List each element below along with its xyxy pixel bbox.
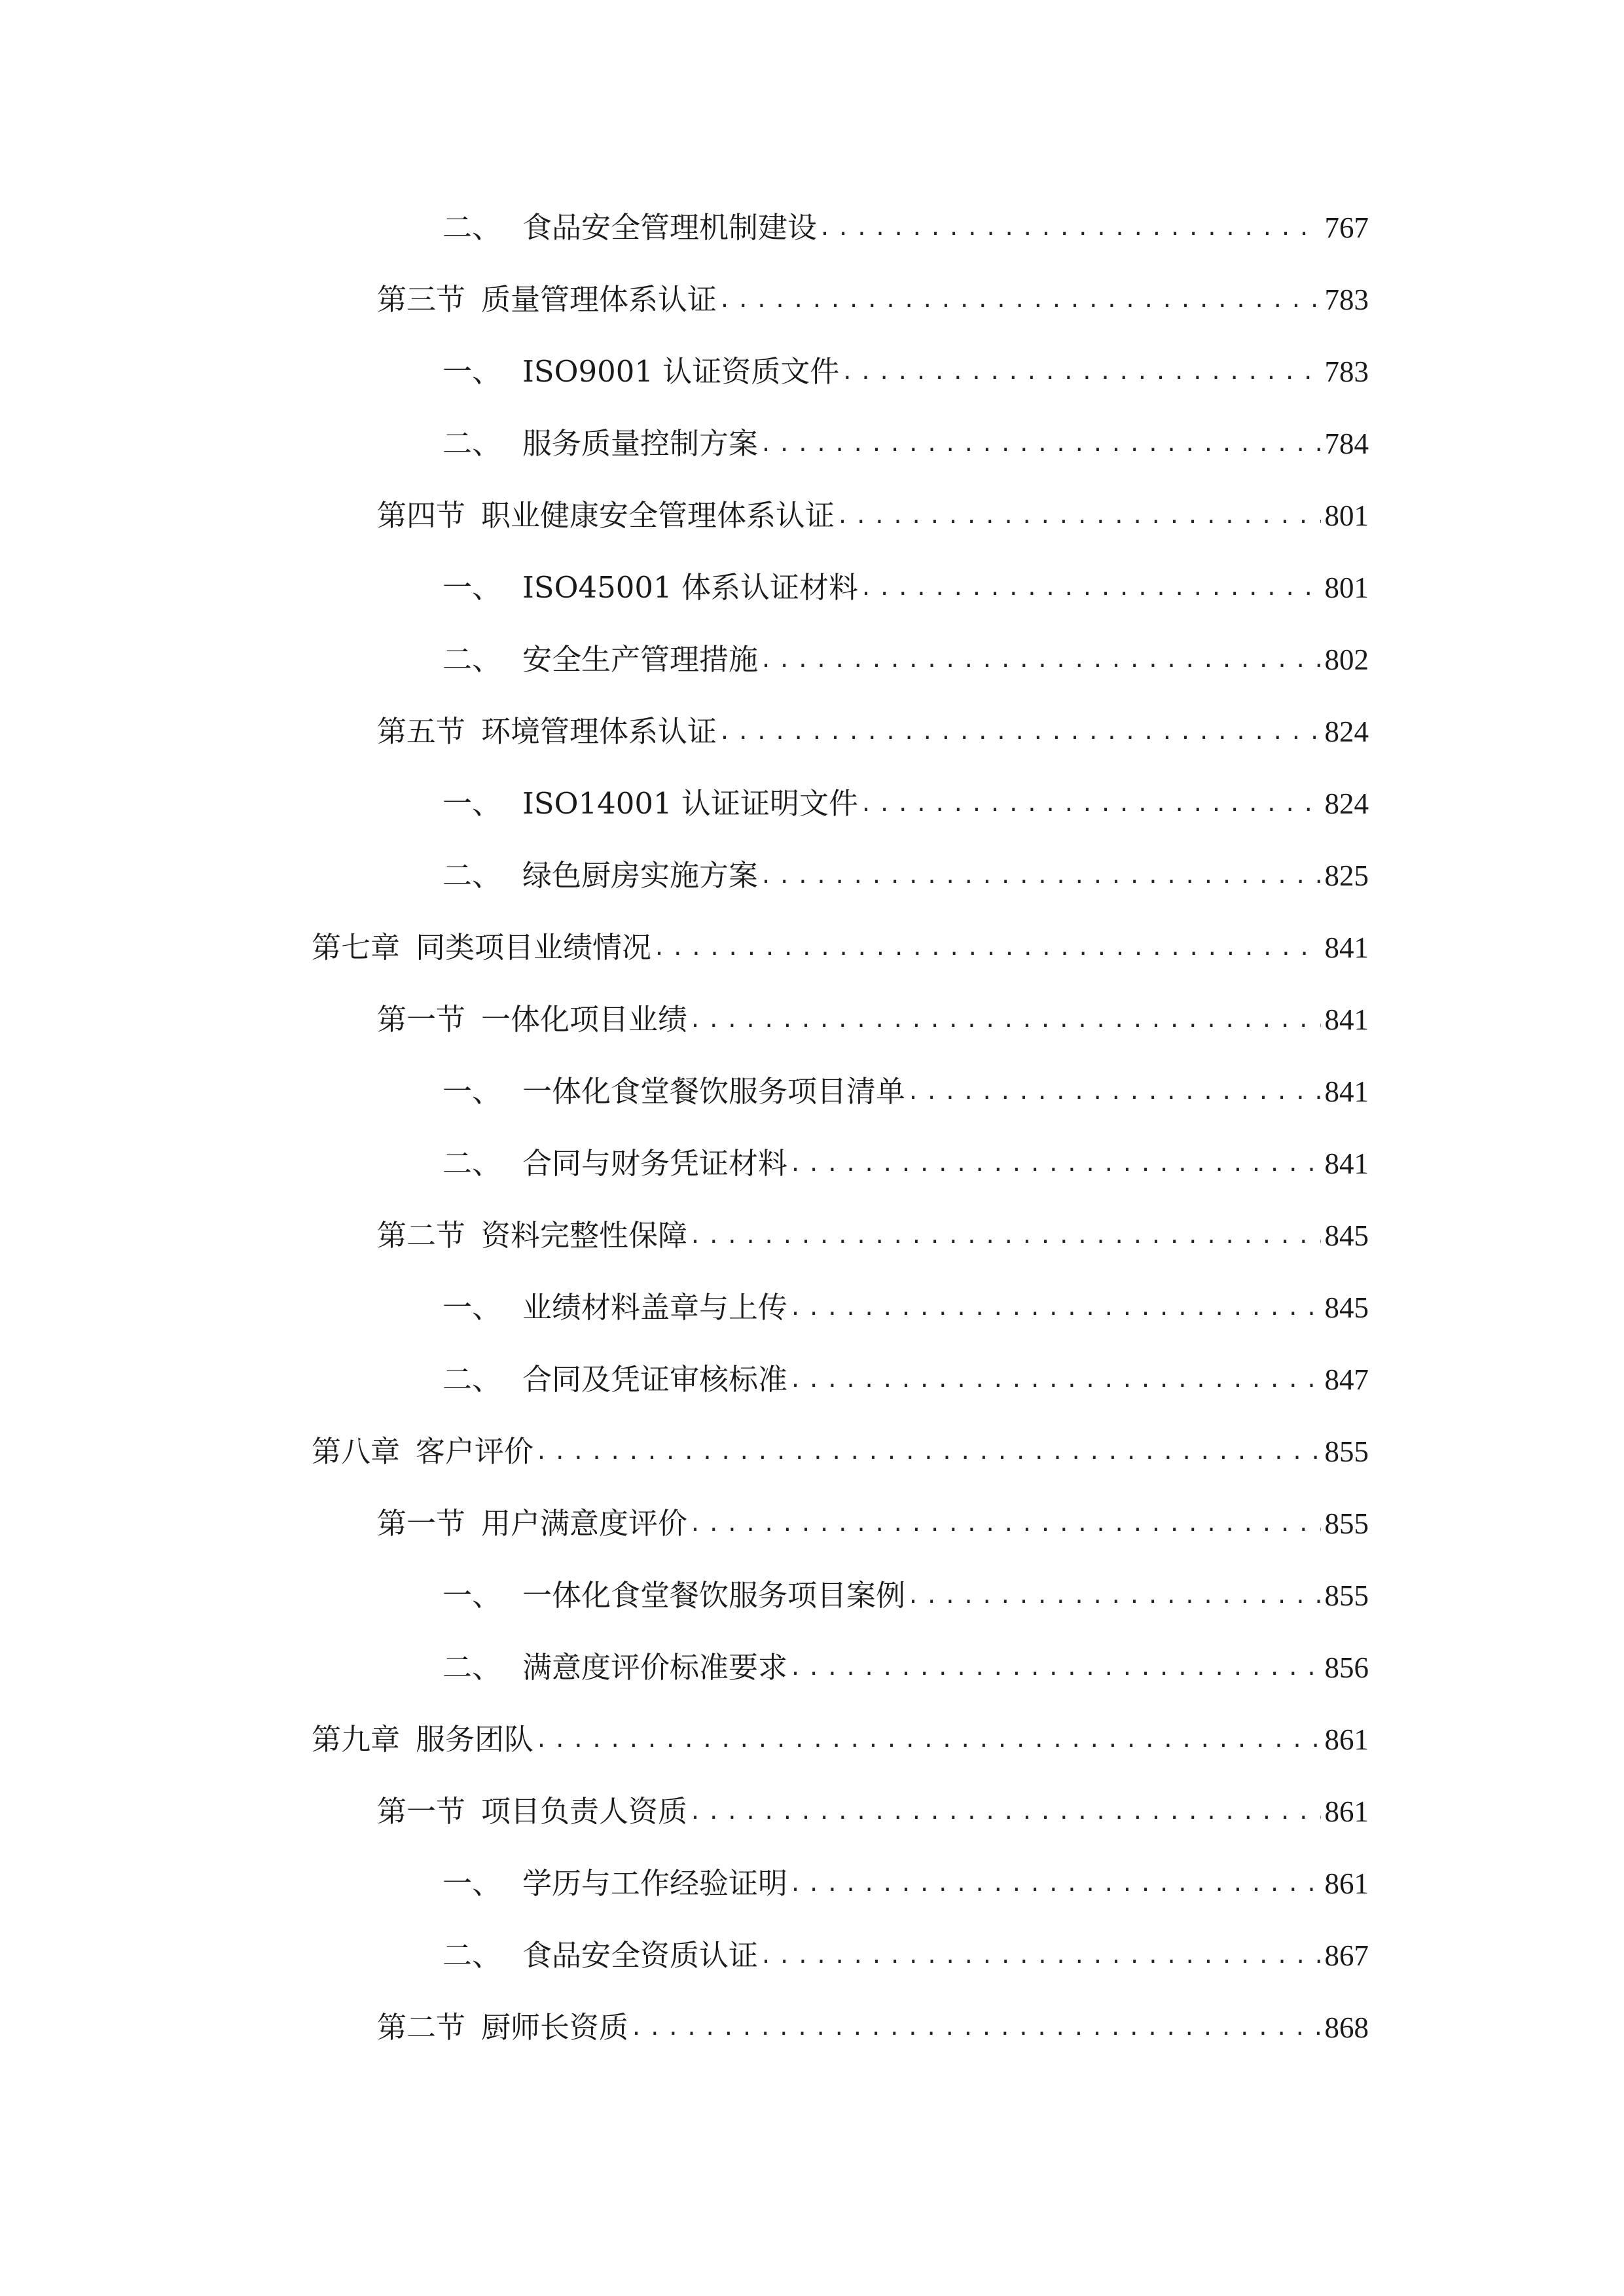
toc-entry[interactable] [312,925,1369,971]
toc-entry-number: 一、 [442,1074,502,1109]
toc-entry-number: 二、 [442,1938,502,1973]
dot-leader [691,1210,1320,1257]
toc-entry-page: 783 [1324,283,1369,316]
toc-entry-title: 质量管理体系认证 [481,282,717,317]
dot-leader [762,634,1320,681]
toc-entry-title: 食品安全资质认证 [522,1938,759,1973]
dot-leader [791,1354,1320,1401]
toc-entry[interactable] [377,493,1369,539]
toc-entry-page: 824 [1324,787,1369,820]
dot-leader [762,850,1320,897]
toc-entry-page: 845 [1324,1219,1369,1252]
toc-entry-page: 845 [1324,1291,1369,1324]
toc-entry-title: 用户满意度评价 [481,1506,688,1541]
toc-entry-title: 合同及凭证审核标准 [522,1362,788,1397]
toc-entry[interactable] [442,1141,1369,1187]
toc-entry-number: 一、 [442,1866,502,1901]
toc-entry-page: 855 [1324,1507,1369,1540]
toc-entry-page: 841 [1324,1075,1369,1108]
toc-entry-page: 867 [1324,1939,1369,1972]
toc-entry-number: 二、 [442,1650,502,1685]
toc-entry-title: 安全生产管理措施 [522,642,759,677]
toc-entry-number: 二、 [442,1146,502,1181]
dot-leader [721,274,1320,321]
toc-entry-title: 项目负责人资质 [481,1794,688,1829]
toc-entry-number: 第一节 [377,1794,466,1829]
toc-entry-number: 第五节 [377,714,466,749]
toc-entry-page: 855 [1324,1579,1369,1612]
dot-leader [691,994,1320,1041]
dot-leader [791,1282,1320,1329]
toc-entry-number: 二、 [442,858,502,893]
toc-entry-page: 861 [1324,1795,1369,1828]
dot-leader [839,490,1320,537]
toc-entry-number: 一、 [442,786,502,821]
toc-entry[interactable] [442,1573,1369,1619]
toc-entry[interactable] [377,709,1369,755]
toc-entry[interactable] [442,1069,1369,1115]
toc-entry-page: 847 [1324,1363,1369,1396]
toc-entry[interactable] [442,1357,1369,1403]
toc-entry-page: 868 [1324,2011,1369,2044]
toc-entry-title: 满意度评价标准要求 [522,1650,788,1685]
toc-entry-number: 二、 [442,210,502,245]
toc-entry-page: 825 [1324,859,1369,892]
dot-leader [862,778,1321,825]
toc-entry-number: 第一节 [377,1506,466,1541]
toc-entry-number: 一、 [442,1578,502,1613]
toc-entry-page: 841 [1324,1003,1369,1036]
dot-leader [537,1426,1320,1473]
toc-entry-page: 802 [1324,643,1369,676]
toc-entry-title: 合同与财务凭证材料 [522,1146,788,1181]
toc-entry[interactable] [377,1501,1369,1547]
toc-entry-page: 801 [1324,499,1369,532]
toc-entry-title: 食品安全管理机制建设 [522,210,818,245]
toc-entry-number: 第九章 [312,1722,401,1757]
dot-leader [762,418,1320,465]
toc-entry-title: 服务质量控制方案 [522,426,759,461]
dot-leader [909,1066,1320,1113]
toc-entry[interactable] [442,781,1369,827]
toc-entry-page: 767 [1324,211,1369,244]
dot-leader [791,1858,1320,1905]
toc-entry-number: 第八章 [312,1434,401,1469]
toc-entry-title: 环境管理体系认证 [481,714,717,749]
toc-entry[interactable] [442,1933,1369,1979]
toc-entry[interactable] [442,205,1369,251]
toc-entry[interactable] [377,1789,1369,1835]
toc-entry-title: 同类项目业绩情况 [416,930,652,965]
toc-entry-number: 第一节 [377,1002,466,1037]
dot-leader [691,1786,1320,1833]
toc-entry[interactable] [442,1645,1369,1691]
toc-entry-number: 二、 [442,1362,502,1397]
toc-entry[interactable] [442,349,1369,395]
dot-leader [843,346,1320,393]
toc-entry-number: 一、 [442,354,502,389]
toc-entry-title: 资料完整性保障 [481,1218,688,1253]
toc-entry-title: 一体化食堂餐饮服务项目清单 [522,1074,906,1109]
dot-leader [909,1570,1320,1617]
toc-entry-title: 绿色厨房实施方案 [522,858,759,893]
toc-entry-number: 第七章 [312,930,401,965]
toc-entry-title: 学历与工作经验证明 [522,1866,788,1901]
dot-leader [537,1714,1320,1761]
toc-entry-title: 厨师长资质 [481,2010,629,2045]
dot-leader [791,1138,1320,1185]
toc-entry-number: 第二节 [377,2010,466,2045]
toc-entry-page: 841 [1324,931,1369,964]
toc-entry-number: 第四节 [377,498,466,533]
toc-entry[interactable] [377,1213,1369,1259]
toc-entry-number: 第二节 [377,1218,466,1253]
toc-entry-number: 一、 [442,570,502,605]
toc-entry[interactable] [442,853,1369,899]
toc-entry[interactable] [442,637,1369,683]
toc-entry-title: 业绩材料盖章与上传 [522,1290,788,1325]
dot-leader [762,1930,1320,1977]
toc-entry-number: 二、 [442,642,502,677]
dot-leader [862,562,1321,609]
toc-entry-title: 职业健康安全管理体系认证 [481,498,835,533]
toc-entry-page: 841 [1324,1147,1369,1180]
toc-entry[interactable] [377,997,1369,1043]
toc-entry-number: 二、 [442,426,502,461]
toc-entry-page: 861 [1324,1867,1369,1900]
toc-entry-page: 861 [1324,1723,1369,1756]
toc-entry-number: 第三节 [377,282,466,317]
toc-entry[interactable] [312,1429,1369,1475]
toc-entry[interactable] [442,421,1369,467]
toc-entry-page: 783 [1324,355,1369,388]
toc-entry-number: 一、 [442,1290,502,1325]
toc-entry-title: ISO9001 认证资质文件 [522,354,840,389]
toc-entry[interactable] [377,2005,1369,2051]
dot-leader [721,706,1320,753]
toc-entry-page: 824 [1324,715,1369,748]
dot-leader [632,2002,1320,2049]
toc-entry-title: 服务团队 [416,1722,534,1757]
dot-leader [821,202,1320,249]
dot-leader [791,1642,1320,1689]
toc-entry[interactable] [442,1285,1369,1331]
toc-entry-title: ISO45001 体系认证材料 [522,570,858,605]
dot-leader [655,922,1320,969]
toc-entry[interactable] [442,1861,1369,1907]
toc-entry-title: 一体化项目业绩 [481,1002,688,1037]
toc-entry-page: 856 [1324,1651,1369,1684]
toc-entry-page: 855 [1324,1435,1369,1468]
toc-entry-title: 客户评价 [416,1434,534,1469]
toc-entry[interactable] [377,277,1369,323]
toc-entry-page: 801 [1324,571,1369,604]
toc-entry-title: ISO14001 认证证明文件 [522,786,858,821]
toc-entry[interactable] [442,565,1369,611]
toc-entry-page: 784 [1324,427,1369,460]
toc-entry-title: 一体化食堂餐饮服务项目案例 [522,1578,906,1613]
toc-entry[interactable] [312,1717,1369,1763]
dot-leader [691,1498,1320,1545]
